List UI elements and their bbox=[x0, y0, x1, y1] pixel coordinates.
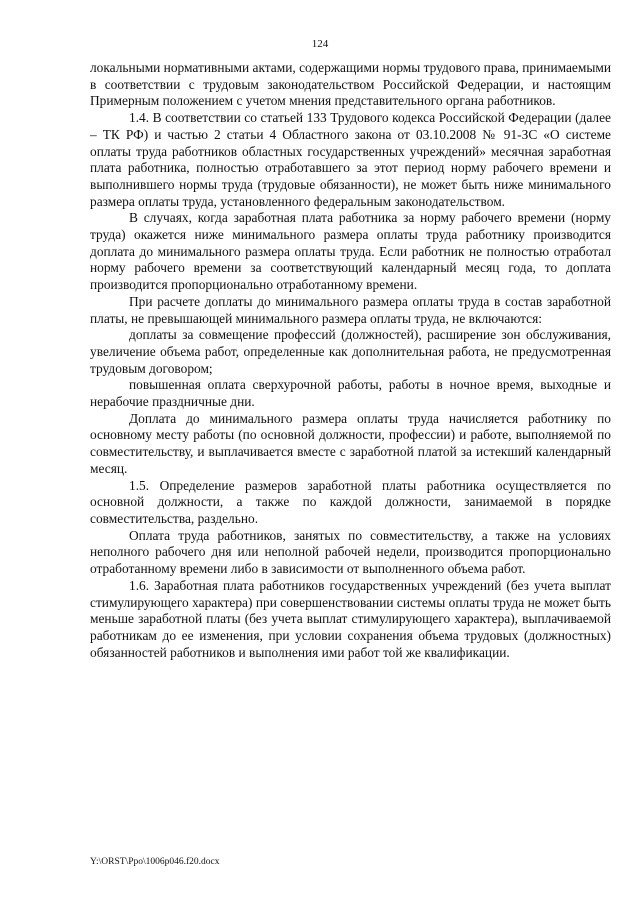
paragraph-part-time-pay: Оплата труда работников, занятых по совместительству, а также на условиях неполного рабочего дня или неполной рабочей недели, производится пропорционально отработанному времени либо в зависимости от выполненного объема работ. bbox=[90, 527, 611, 577]
paragraph-1-4: 1.4. В соответствии со статьей 133 Трудового кодекса Российской Федерации (далее – ТК РФ) и частью 2 статьи 4 Областного закона от 03.10.2008 № 91-ЗС «О системе оплаты труда работников областных государственных учреждений» месячная заработная плата работника, полностью отработавшего за этот период норму рабочего времени и выполнившего нормы труда (трудовые обязанности), не может быть ниже минимального размера оплаты труда, установленного федеральным законодательством. bbox=[90, 110, 611, 209]
paragraph-1-5: 1.5. Определение размеров заработной платы работника осуществляется по основной должности, а также по каждой должности, занимаемой в порядке совместительства, раздельно. bbox=[90, 477, 611, 526]
footer-file-path: Y:\ORST\Ppo\1006p046.f20.docx bbox=[90, 857, 220, 867]
paragraph-continuation: локальными нормативными актами, содержащими нормы трудового права, принимаемыми в соответствии с трудовым законодательством Российской Федерации, и настоящим Примерным положением с учетом мнения представительного органа работников. bbox=[90, 60, 611, 109]
document-body bbox=[90, 60, 611, 661]
paragraph-exclusion-combination: доплаты за совмещение профессий (должностей), расширение зон обслуживания, увеличение объема работ, определенные как дополнительная работа, не предусмотренная трудовым договором; bbox=[90, 327, 611, 376]
page-number: 124 bbox=[311, 38, 329, 50]
paragraph-doplata-accrual: Доплата до минимального размера оплаты труда начисляется работнику по основному месту работы (по основной должности, профессии) и работе, выполняемой по совместительству, и выплачивается вместе с заработной платой за истекший календарный месяц. bbox=[90, 410, 611, 476]
paragraph-exclusions-intro: При расчете доплаты до минимального размера оплаты труда в состав заработной платы, не превышающей минимального размера оплаты труда, не включаются: bbox=[90, 293, 611, 326]
paragraph-exclusion-overtime: повышенная оплата сверхурочной работы, работы в ночное время, выходные и нерабочие праздничные дни. bbox=[90, 377, 611, 410]
paragraph-1-6: 1.6. Заработная плата работников государственных учреждений (без учета выплат стимулирующего характера) при совершенствовании системы оплаты труда не может быть меньше заработной платы (без учета выплат стимулирующего характера), выплачиваемой работникам до ее изменения, при условии сохранения объема трудовых (должностных) обязанностей работников и выполнения ими работ той же квалификации. bbox=[90, 577, 611, 660]
paragraph-min-wage-doplata: В случаях, когда заработная плата работника за норму рабочего времени (норму труда) окажется ниже минимального размера оплаты труда работнику производится доплата до минимального размера оплаты труда. Если работник не полностью отработал норму рабочего времени за соответствующий календарный месяц года, то доплата производится пропорционально отработанному времени. bbox=[90, 210, 611, 293]
